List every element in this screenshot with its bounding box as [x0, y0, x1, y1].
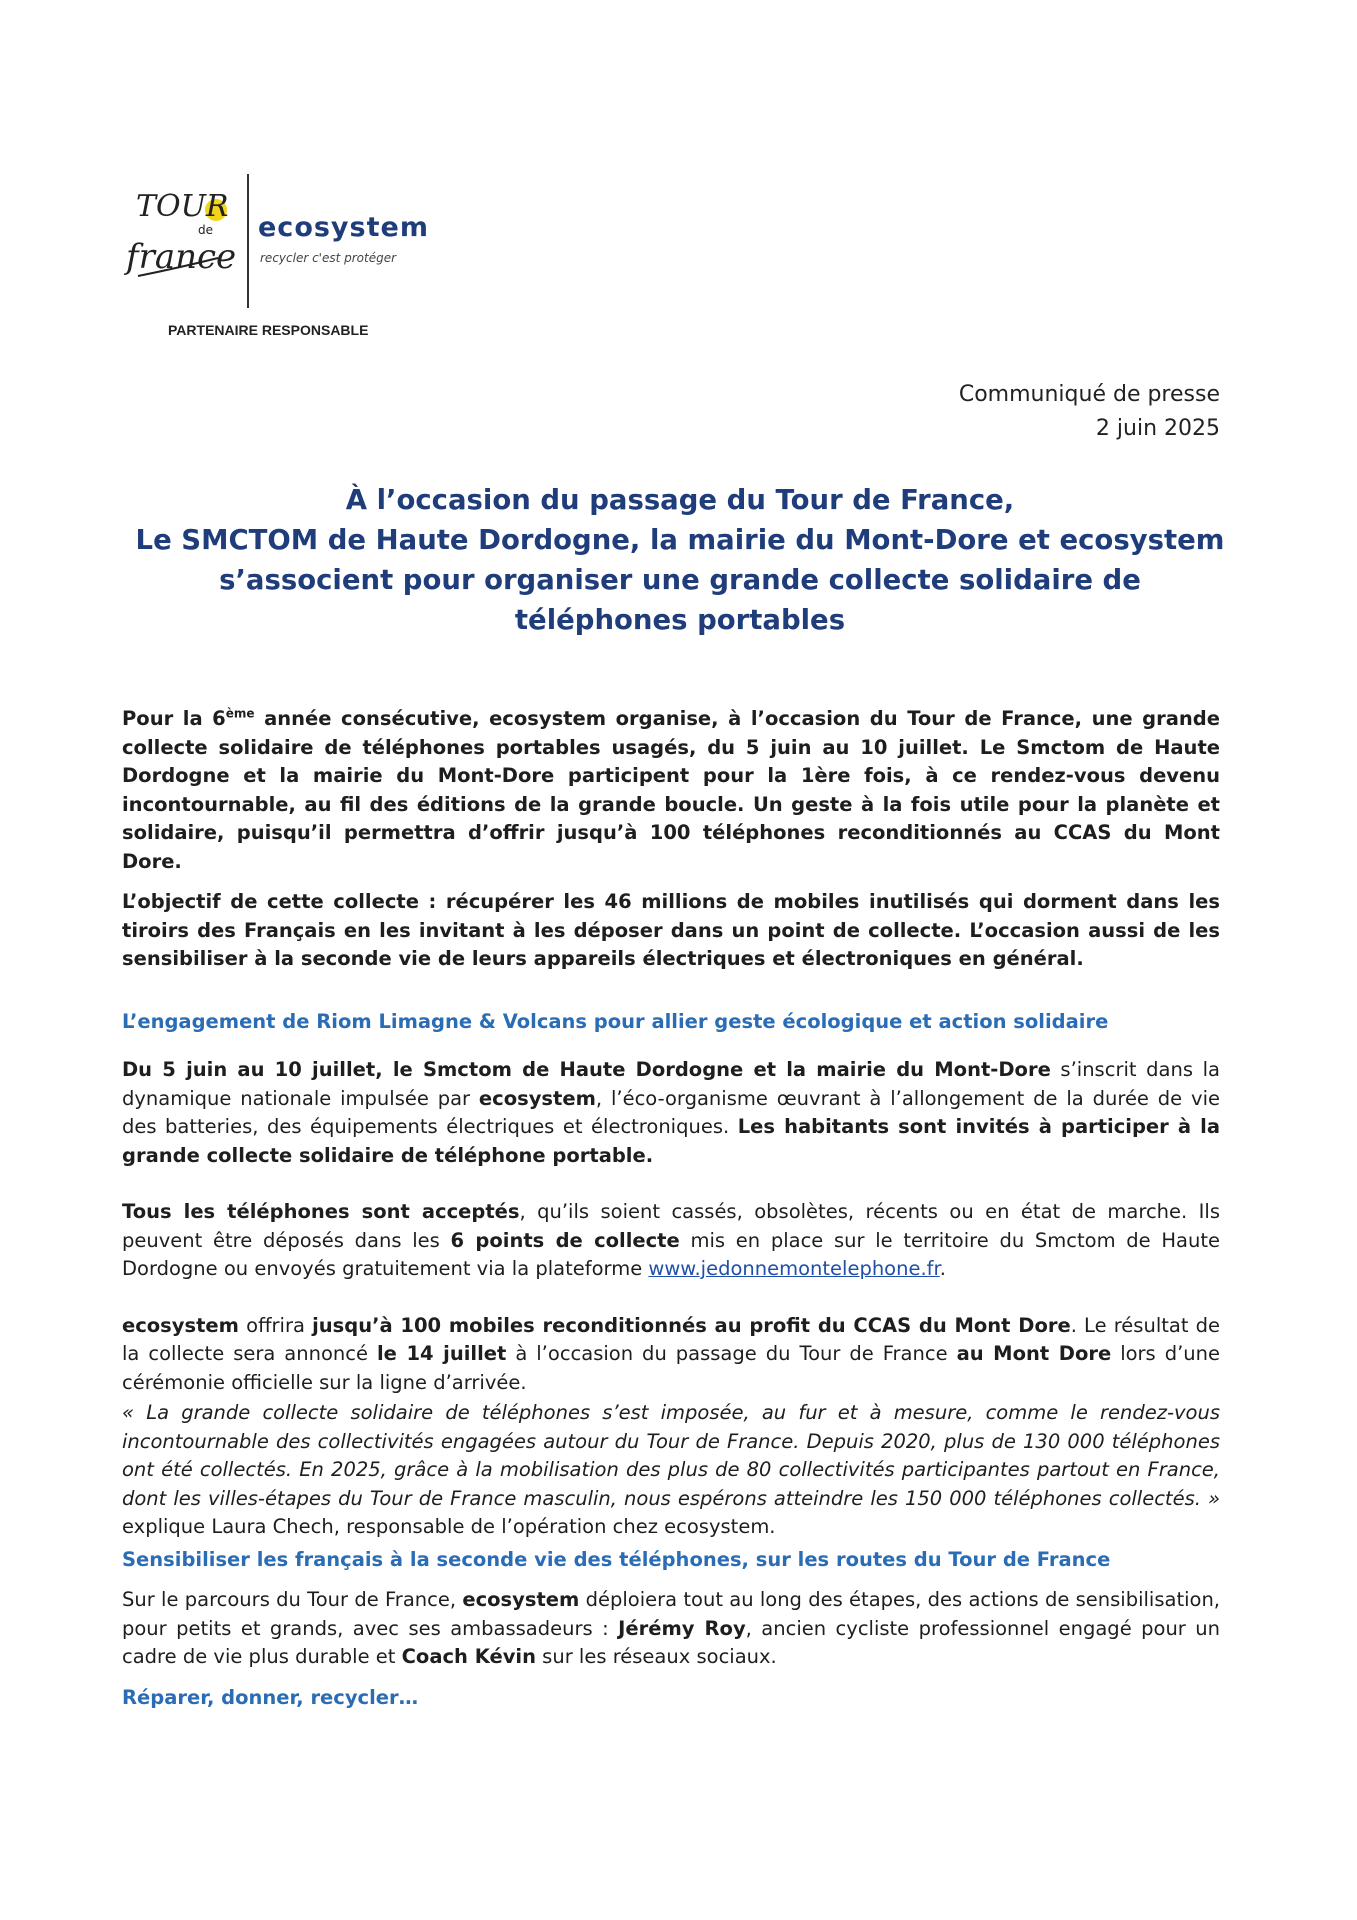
article-body	[122, 705, 1220, 1712]
title-line: s’associent pour organiser une grande collecte solidaire de	[219, 564, 1141, 596]
section-heading-sensibiliser: Sensibiliser les français à la seconde vie des téléphones, sur les routes du Tour de France	[122, 1547, 1111, 1571]
body-paragraph: ecosystem offrira jusqu’à 100 mobiles reconditionnés au profit du CCAS du Mont Dore. Le résultat de la collecte sera annoncé le 14 juillet à l’occasion du passage du Tour de France au Mont Dore lors d’une cérémonie officielle sur la ligne d’arrivée.	[122, 1313, 1221, 1394]
body-paragraph: Sur le parcours du Tour de France, ecosystem déploiera tout au long des étapes, des actions de sensibilisation, pour petits et grands, avec ses ambassadeurs : Jérémy Roy, ancien cycliste professionnel engagé pour un cadre de vie plus durable et Coach Kévin sur les réseaux sociaux.	[122, 1588, 1220, 1668]
svg-text:de: de	[198, 223, 213, 237]
logo-divider	[247, 174, 249, 308]
press-info	[959, 378, 1220, 446]
partner-label: PARTENAIRE RESPONSABLE	[168, 322, 369, 338]
press-date: 2 juin 2025	[1095, 416, 1220, 441]
page-title	[120, 480, 1240, 640]
website-link[interactable]: www.jedonnemontelephone.fr	[648, 1257, 940, 1280]
ecosystem-tagline: recycler c'est protéger	[260, 251, 397, 265]
body-paragraph: Du 5 juin au 10 juillet, le Smctom de Haute Dordogne et la mairie du Mont-Dore s’inscrit dans la dynamique nationale impulsée par ecosystem, l’éco-organisme œuvrant à l’allongement de la durée de vie des batteries, des équipements électriques et électroniques. Les habitants sont invités à participer à la grande collecte solidaire de téléphone portable.	[122, 1058, 1220, 1167]
title-line: téléphones portables	[514, 604, 846, 636]
section-heading-engagement: L’engagement de Riom Limagne & Volcans pour allier geste écologique et action solidaire	[122, 1009, 1109, 1033]
body-paragraph: Tous les téléphones sont acceptés, qu’ils soient cassés, obsolètes, récents ou en état de marche. Ils peuvent être déposés dans les 6 points de collecte mis en place sur le territoire du Smctom de Haute Dordogne ou envoyés gratuitement via la plateforme www.jedonnemontelephone.fr.	[122, 1200, 1221, 1280]
header-logos	[118, 172, 478, 322]
section-heading-reparer: Réparer, donner, recycler…	[122, 1685, 419, 1709]
svg-text:TOUR: TOUR	[136, 189, 229, 224]
quote-paragraph: « La grande collecte solidaire de téléphones s’est imposée, au fur et à mesure, comme le rendez-vous incontournable des collectivités engagées autour du Tour de France. Depuis 2020, plus de 130 000 téléphones ont été collectés. En 2025, grâce à la mobilisation des plus de 80 collectivités participantes partout en France, dont les villes-étapes du Tour de France masculin, nous espérons atteindre les 150 000 téléphones collectés. » explique Laura Chech, responsable de l’opération chez ecosystem.	[122, 1401, 1220, 1538]
intro-paragraph-2: L’objectif de cette collecte : récupérer les 46 millions de mobiles inutilisés qui dorment dans les tiroirs des Français en les invitant à les déposer dans un point de collecte. L’occasion aussi de les sensibiliser à la seconde vie de leurs appareils électriques et électroniques en général.	[122, 890, 1220, 970]
title-line: Le SMCTOM de Haute Dordogne, la mairie du Mont-Dore et ecosystem	[135, 524, 1225, 556]
ecosystem-logo: ecosystem	[258, 212, 429, 243]
title-line: À l’occasion du passage du Tour de France,	[345, 484, 1015, 516]
intro-paragraph-1: Pour la 6ème année consécutive, ecosystem organise, à l’occasion du Tour de France, une grande collecte solidaire de téléphones portables usagés, du 5 juin au 10 juillet. Le Smctom de Haute Dordogne et la mairie du Mont-Dore participent pour la 1ère fois, à ce rendez-vous devenu incontournable, au fil des éditions de la grande boucle. Un geste à la fois utile pour la planète et solidaire, puisqu’il permettra d’offrir jusqu’à 100 téléphones reconditionnés au CCAS du Mont Dore.	[122, 706, 1220, 873]
tour-de-france-logo	[118, 172, 248, 292]
svg-text:france: france	[126, 237, 237, 277]
press-type: Communiqué de presse	[958, 382, 1220, 407]
